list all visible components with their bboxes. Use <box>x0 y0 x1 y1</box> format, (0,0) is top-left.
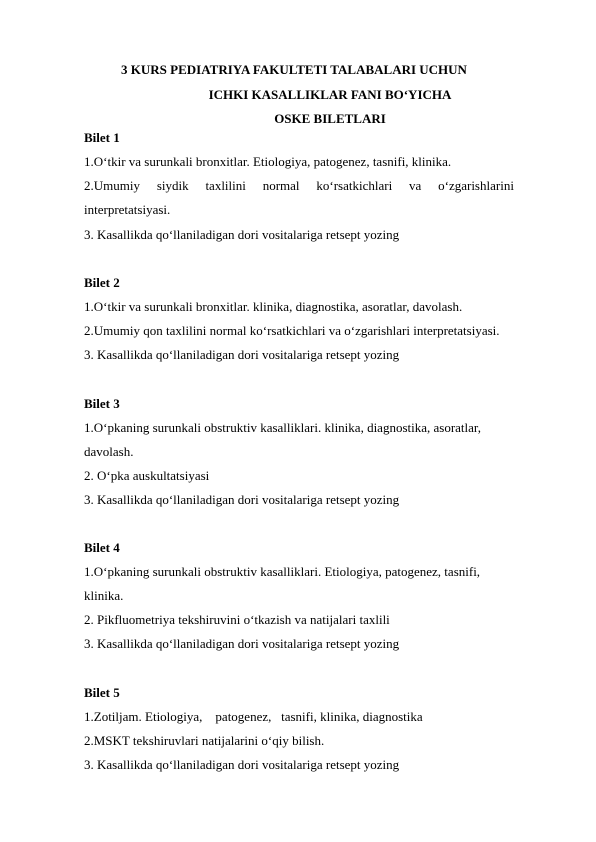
ticket-1-title: Bilet 1 <box>84 130 120 145</box>
ticket-2-title: Bilet 2 <box>84 275 120 290</box>
ticket-1-question-1: 1.O‘tkir va surunkali bronxitlar. Etiologiya, patogenez, tasnifi, klinika. <box>84 154 452 169</box>
header-line-3: OSKE BILETLARI <box>274 111 386 126</box>
ticket-1-q2-word: 2.Umumiy <box>84 178 140 193</box>
ticket-5-question-2: 2.MSKT tekshiruvlari natijalarini o‘qiy bilish. <box>84 733 325 748</box>
ticket-1-question-2-continued: interpretatsiyasi. <box>84 202 171 217</box>
ticket-1-q2-word: va <box>409 178 422 193</box>
ticket-1-q2-word: taxlilini <box>205 178 246 193</box>
ticket-3-question-3: 3. Kasallikda qo‘llaniladigan dori vositalariga retsept yozing <box>84 492 400 507</box>
ticket-4-title: Bilet 4 <box>84 540 120 555</box>
ticket-1-q2-word: siydik <box>156 178 189 193</box>
ticket-4-question-1-continued: klinika. <box>84 588 124 603</box>
ticket-1-question-3: 3. Kasallikda qo‘llaniladigan dori vositalariga retsept yozing <box>84 227 400 242</box>
ticket-3-question-1-continued: davolash. <box>84 444 134 459</box>
ticket-5-title: Bilet 5 <box>84 685 120 700</box>
ticket-1-q2-word: ko‘rsatkichlari <box>316 178 393 193</box>
ticket-1-question-2 <box>84 178 514 194</box>
ticket-2-question-3: 3. Kasallikda qo‘llaniladigan dori vositalariga retsept yozing <box>84 347 400 362</box>
ticket-1-q2-word: normal <box>262 178 300 193</box>
ticket-5-question-3: 3. Kasallikda qo‘llaniladigan dori vositalariga retsept yozing <box>84 757 400 772</box>
ticket-3-question-1: 1.O‘pkaning surunkali obstruktiv kasalliklari. klinika, diagnostika, asoratlar, <box>84 420 481 435</box>
ticket-4-question-3: 3. Kasallikda qo‘llaniladigan dori vositalariga retsept yozing <box>84 636 400 651</box>
ticket-4-question-1: 1.O‘pkaning surunkali obstruktiv kasalliklari. Etiologiya, patogenez, tasnifi, <box>84 564 481 579</box>
ticket-3-question-2: 2. O‘pka auskultatsiyasi <box>84 468 210 483</box>
ticket-2-question-1: 1.O‘tkir va surunkali bronxitlar. klinika, diagnostika, asoratlar, davolash. <box>84 299 463 314</box>
header-line-1: 3 KURS PEDIATRIYA FAKULTETI TALABALARI UCHUN <box>121 62 467 77</box>
ticket-1-q2-word: o‘zgarishlarini <box>438 178 514 193</box>
header-line-2: ICHKI KASALLIKLAR FANI BO‘YICHA <box>208 87 452 102</box>
ticket-5-question-1: 1.Zotiljam. Etiologiya, patogenez, tasnifi, klinika, diagnostika <box>84 709 423 724</box>
ticket-3-title: Bilet 3 <box>84 396 120 411</box>
ticket-2-question-2: 2.Umumiy qon taxlilini normal ko‘rsatkichlari va o‘zgarishlari interpretatsiyasi. <box>84 323 500 338</box>
ticket-4-question-2: 2. Pikfluometriya tekshiruvini o‘tkazish va natijalari taxlili <box>84 612 390 627</box>
